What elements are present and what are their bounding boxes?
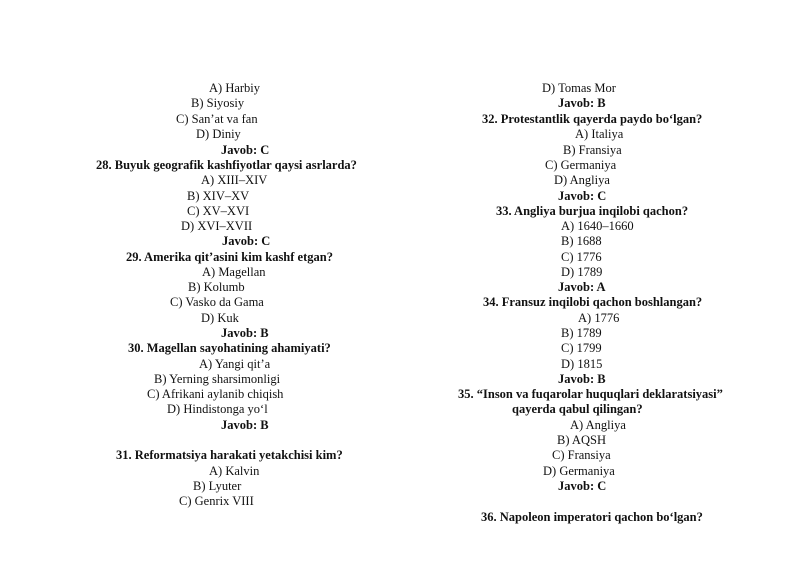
option-line: B) Lyuter [193,479,242,493]
option-line: A) Angliya [570,418,626,432]
option-line: A) XIII–XIV [201,173,268,187]
answer-line: Javob: C [222,234,271,248]
option-line: B) 1688 [561,234,602,248]
option-line: C) Germaniya [545,158,617,172]
answer-line: Javob: B [221,418,269,432]
option-line: B) XIV–XV [187,189,250,203]
option-line: C) Genrix VIII [179,494,254,508]
option-line: D) Kuk [201,311,239,325]
option-line: B) Kolumb [188,280,245,294]
question-text: qayerda qabul qilingan? [512,402,643,416]
option-line: A) Kalvin [209,464,260,478]
option-line: D) Germaniya [543,464,615,478]
option-line: D) 1789 [561,265,603,279]
option-line: B) AQSH [557,433,606,447]
option-line: D) Tomas Mor [542,81,616,95]
question-text: 30. Magellan sayohatining ahamiyati? [128,341,331,355]
answer-line: Javob: C [558,479,607,493]
option-line: C) 1776 [561,250,602,264]
option-line: C) San’at va fan [176,112,258,126]
question-text: 32. Protestantlik qayerda paydo bo‘lgan? [482,112,703,126]
option-line: D) Angliya [554,173,610,187]
option-line: A) 1640–1660 [561,219,634,233]
option-line: C) Afrikani aylanib chiqish [147,387,284,401]
question-text: 29. Amerika qit’asini kim kashf etgan? [126,250,333,264]
answer-line: Javob: C [221,143,270,157]
option-line: D) Hindistonga yo‘l [167,402,268,416]
answer-line: Javob: B [558,96,606,110]
option-line: D) Diniy [196,127,241,141]
option-line: B) 1789 [561,326,602,340]
option-line: C) Vasko da Gama [170,295,264,309]
question-text: 34. Fransuz inqilobi qachon boshlangan? [483,295,703,309]
option-line: A) Italiya [575,127,624,141]
option-line: A) Magellan [202,265,266,279]
answer-line: Javob: A [558,280,606,294]
answer-line: Javob: B [221,326,269,340]
option-line: A) Harbiy [209,81,261,95]
option-line: A) 1776 [578,311,620,325]
question-text: 36. Napoleon imperatori qachon bo‘lgan? [481,510,703,524]
option-line: B) Yerning sharsimonligi [154,372,281,386]
question-text: 33. Angliya burjua inqilobi qachon? [496,204,689,218]
option-line: C) XV–XVI [187,204,250,218]
option-line: D) 1815 [561,357,603,371]
option-line: C) 1799 [561,341,602,355]
option-line: D) XVI–XVII [181,219,253,233]
answer-line: Javob: B [558,372,606,386]
question-text: 28. Buyuk geografik kashfiyotlar qaysi asrlarda? [96,158,357,172]
question-text: 31. Reformatsiya harakati yetakchisi kim? [116,448,343,462]
option-line: C) Fransiya [552,448,611,462]
option-line: A) Yangi qit’a [199,357,271,371]
option-line: B) Fransiya [563,143,622,157]
answer-line: Javob: C [558,189,607,203]
option-line: B) Siyosiy [191,96,245,110]
question-text: 35. “Inson va fuqarolar huquqlari deklaratsiyasi” [458,387,723,401]
